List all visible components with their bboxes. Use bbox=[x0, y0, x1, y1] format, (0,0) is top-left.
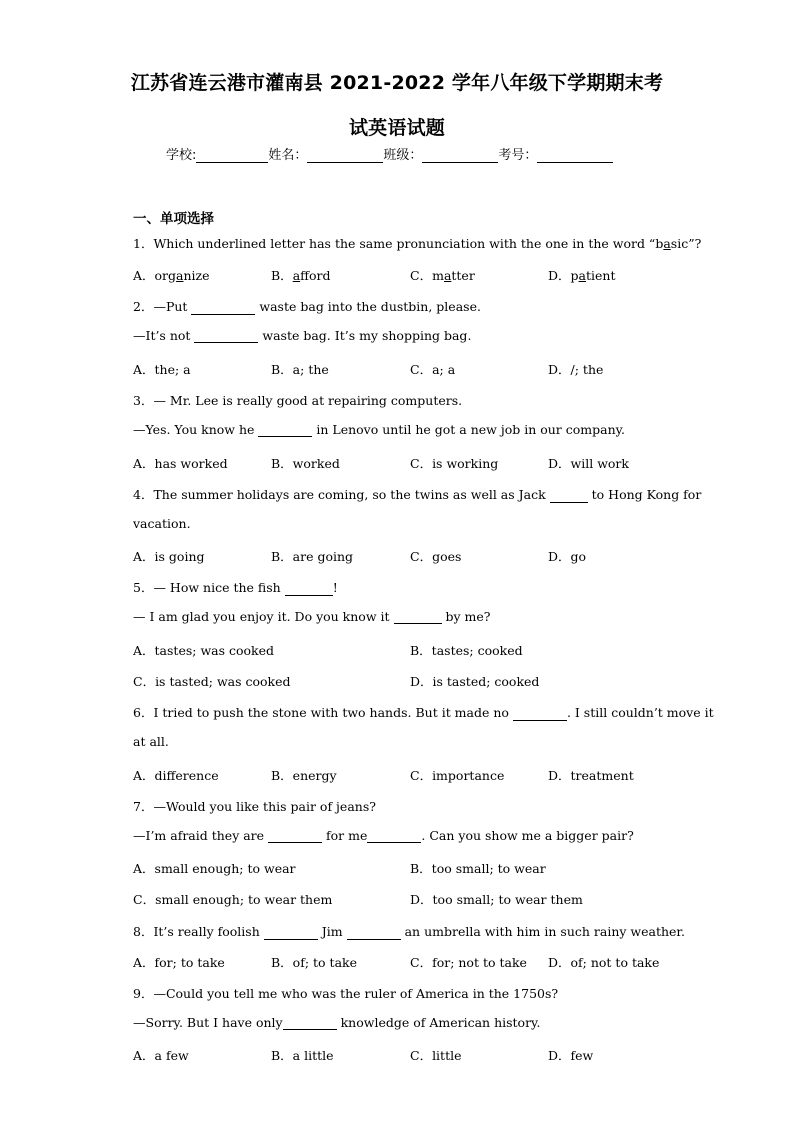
q4-option-b[interactable]: B．are going bbox=[271, 549, 354, 564]
answer-blank bbox=[194, 330, 258, 343]
q4-text: to Hong Kong for bbox=[591, 487, 702, 502]
q4-option-d[interactable]: D．go bbox=[548, 549, 587, 564]
option-text: fford bbox=[300, 268, 331, 283]
option-underlined: a bbox=[443, 268, 452, 283]
option-text: org bbox=[154, 268, 177, 283]
q5-option-d[interactable]: D．is tasted; cooked bbox=[410, 674, 540, 689]
q2-text: waste bag. It’s my shopping bag. bbox=[262, 328, 472, 343]
q2-option-d[interactable]: D．/; the bbox=[548, 362, 604, 377]
q9-option-a[interactable]: A．a few bbox=[133, 1048, 189, 1063]
q1-stem-text-end: sic”? bbox=[670, 236, 702, 251]
student-info-row bbox=[166, 144, 613, 163]
q9-option-b[interactable]: B．a little bbox=[271, 1048, 334, 1063]
q2-text: —It’s not bbox=[133, 328, 191, 343]
answer-blank bbox=[394, 611, 442, 624]
question-2-line-1 bbox=[133, 297, 481, 315]
q5-option-a[interactable]: A．tastes; was cooked bbox=[133, 643, 275, 658]
question-1-stem bbox=[133, 234, 701, 252]
q6-text: 6．I tried to push the stone with two hands. But it made no bbox=[133, 705, 509, 720]
answer-blank bbox=[268, 830, 322, 843]
exam-title-line1: 江苏省连云港市灌南县 2021-2022 学年八年级下学期期末考 bbox=[130, 72, 664, 94]
option-text: tter bbox=[451, 268, 475, 283]
q2-text: 2．—Put bbox=[133, 299, 188, 314]
q8-option-b[interactable]: B．of; to take bbox=[271, 955, 357, 970]
q7-text: . Can you show me a bigger pair? bbox=[421, 828, 634, 843]
q5-option-c[interactable]: C．is tasted; was cooked bbox=[133, 674, 291, 689]
question-6-line-2: at all. bbox=[133, 734, 169, 749]
answer-blank bbox=[347, 927, 401, 940]
class-label: 班级： bbox=[383, 148, 423, 163]
answer-blank bbox=[191, 302, 255, 315]
option-label: B． bbox=[271, 268, 293, 283]
q9-text: knowledge of American history. bbox=[340, 1015, 541, 1030]
school-blank[interactable] bbox=[196, 149, 268, 163]
q3-option-b[interactable]: B．worked bbox=[271, 456, 340, 471]
answer-blank bbox=[285, 583, 333, 596]
question-7-line-2 bbox=[133, 828, 634, 843]
option-underlined: a bbox=[292, 268, 301, 283]
q8-text: 8．It’s really foolish bbox=[133, 924, 260, 939]
question-6-line-1 bbox=[133, 703, 714, 721]
q3-text: in Lenovo until he got a new job in our company. bbox=[316, 422, 626, 437]
q9-option-d[interactable]: D．few bbox=[548, 1048, 594, 1063]
q5-text: by me? bbox=[445, 609, 491, 624]
q7-text: for me bbox=[326, 828, 368, 843]
question-8-line-1 bbox=[133, 922, 685, 940]
school-label: 学校: bbox=[166, 148, 197, 163]
q1-option-c[interactable] bbox=[410, 266, 475, 284]
q3-option-d[interactable]: D．will work bbox=[548, 456, 629, 471]
class-blank[interactable] bbox=[422, 149, 498, 163]
option-underlined: a bbox=[176, 268, 184, 283]
answer-blank bbox=[264, 927, 318, 940]
question-9-line-2 bbox=[133, 1015, 540, 1030]
q4-option-c[interactable]: C．goes bbox=[410, 549, 462, 564]
q5-text: ! bbox=[332, 580, 338, 595]
q8-text: an umbrella with him in such rainy weather. bbox=[404, 924, 686, 939]
q6-option-c[interactable]: C．importance bbox=[410, 768, 505, 783]
q3-text: —Yes. You know he bbox=[133, 422, 255, 437]
option-label: D． bbox=[548, 268, 571, 283]
q9-option-c[interactable]: C．little bbox=[410, 1048, 462, 1063]
q8-option-a[interactable]: A．for; to take bbox=[133, 955, 225, 970]
q7-option-c[interactable]: C．small enough; to wear them bbox=[133, 892, 333, 907]
q2-option-b[interactable]: B．a; the bbox=[271, 362, 329, 377]
question-2-line-2 bbox=[133, 328, 471, 343]
q7-option-d[interactable]: D．too small; to wear them bbox=[410, 892, 583, 907]
section-heading: 一、单项选择 bbox=[133, 211, 214, 227]
option-label: A． bbox=[133, 268, 155, 283]
question-5-line-2 bbox=[133, 609, 491, 624]
option-underlined: a bbox=[578, 268, 586, 283]
answer-blank bbox=[258, 424, 312, 437]
name-blank[interactable] bbox=[307, 149, 383, 163]
q8-text: Jim bbox=[321, 924, 343, 939]
option-text: m bbox=[432, 268, 444, 283]
q6-option-d[interactable]: D．treatment bbox=[548, 768, 634, 783]
answer-blank bbox=[550, 490, 588, 503]
option-text: nize bbox=[183, 268, 210, 283]
question-9-line-1: 9．—Could you tell me who was the ruler of America in the 1750s? bbox=[133, 986, 559, 1001]
exam-title-line2: 试英语试题 bbox=[348, 117, 445, 139]
answer-blank bbox=[367, 830, 421, 843]
q2-option-c[interactable]: C．a; a bbox=[410, 362, 456, 377]
question-4-line-2: vacation. bbox=[133, 516, 191, 531]
q4-option-a[interactable]: A．is going bbox=[133, 549, 205, 564]
name-label: 姓名： bbox=[268, 148, 308, 163]
q6-option-b[interactable]: B．energy bbox=[271, 768, 337, 783]
q4-text: 4．The summer holidays are coming, so the twins as well as Jack bbox=[133, 487, 546, 502]
question-7-line-1: 7．—Would you like this pair of jeans? bbox=[133, 799, 376, 814]
q1-stem-underlined: a bbox=[663, 236, 671, 251]
question-5-line-1 bbox=[133, 578, 338, 596]
q3-option-a[interactable]: A．has worked bbox=[133, 456, 228, 471]
q9-text: —Sorry. But I have only bbox=[133, 1015, 283, 1030]
q7-option-a[interactable]: A．small enough; to wear bbox=[133, 861, 296, 876]
q5-text: — I am glad you enjoy it. Do you know it bbox=[133, 609, 390, 624]
q2-option-a[interactable]: A．the; a bbox=[133, 362, 191, 377]
answer-blank bbox=[283, 1017, 337, 1030]
q5-text: 5．— How nice the fish bbox=[133, 580, 281, 595]
question-3-line-2 bbox=[133, 422, 625, 437]
q2-text: waste bag into the dustbin, please. bbox=[259, 299, 481, 314]
q7-text: —I’m afraid they are bbox=[133, 828, 265, 843]
q7-option-b[interactable]: B．too small; to wear bbox=[410, 861, 546, 876]
number-blank[interactable] bbox=[537, 149, 613, 163]
q8-option-c[interactable]: C．for; not to take bbox=[410, 955, 527, 970]
option-text: tient bbox=[586, 268, 616, 283]
q6-option-a[interactable]: A．difference bbox=[133, 768, 219, 783]
q3-option-c[interactable]: C．is working bbox=[410, 456, 499, 471]
option-text: p bbox=[570, 268, 579, 283]
answer-blank bbox=[513, 708, 567, 721]
number-label: 考号： bbox=[498, 148, 538, 163]
question-3-line-1: 3．— Mr. Lee is really good at repairing computers. bbox=[133, 393, 463, 408]
option-label: C． bbox=[410, 268, 433, 283]
q5-option-b[interactable]: B．tastes; cooked bbox=[410, 643, 523, 658]
q1-stem-text: 1．Which underlined letter has the same pronunciation with the one in the word “b bbox=[133, 236, 664, 251]
q1-option-a[interactable] bbox=[133, 266, 210, 284]
q1-option-d[interactable] bbox=[548, 266, 616, 284]
question-4-line-1 bbox=[133, 485, 701, 503]
q8-option-d[interactable]: D．of; not to take bbox=[548, 955, 660, 970]
q6-text: . I still couldn’t move it bbox=[566, 705, 714, 720]
q1-option-b[interactable] bbox=[271, 266, 331, 284]
